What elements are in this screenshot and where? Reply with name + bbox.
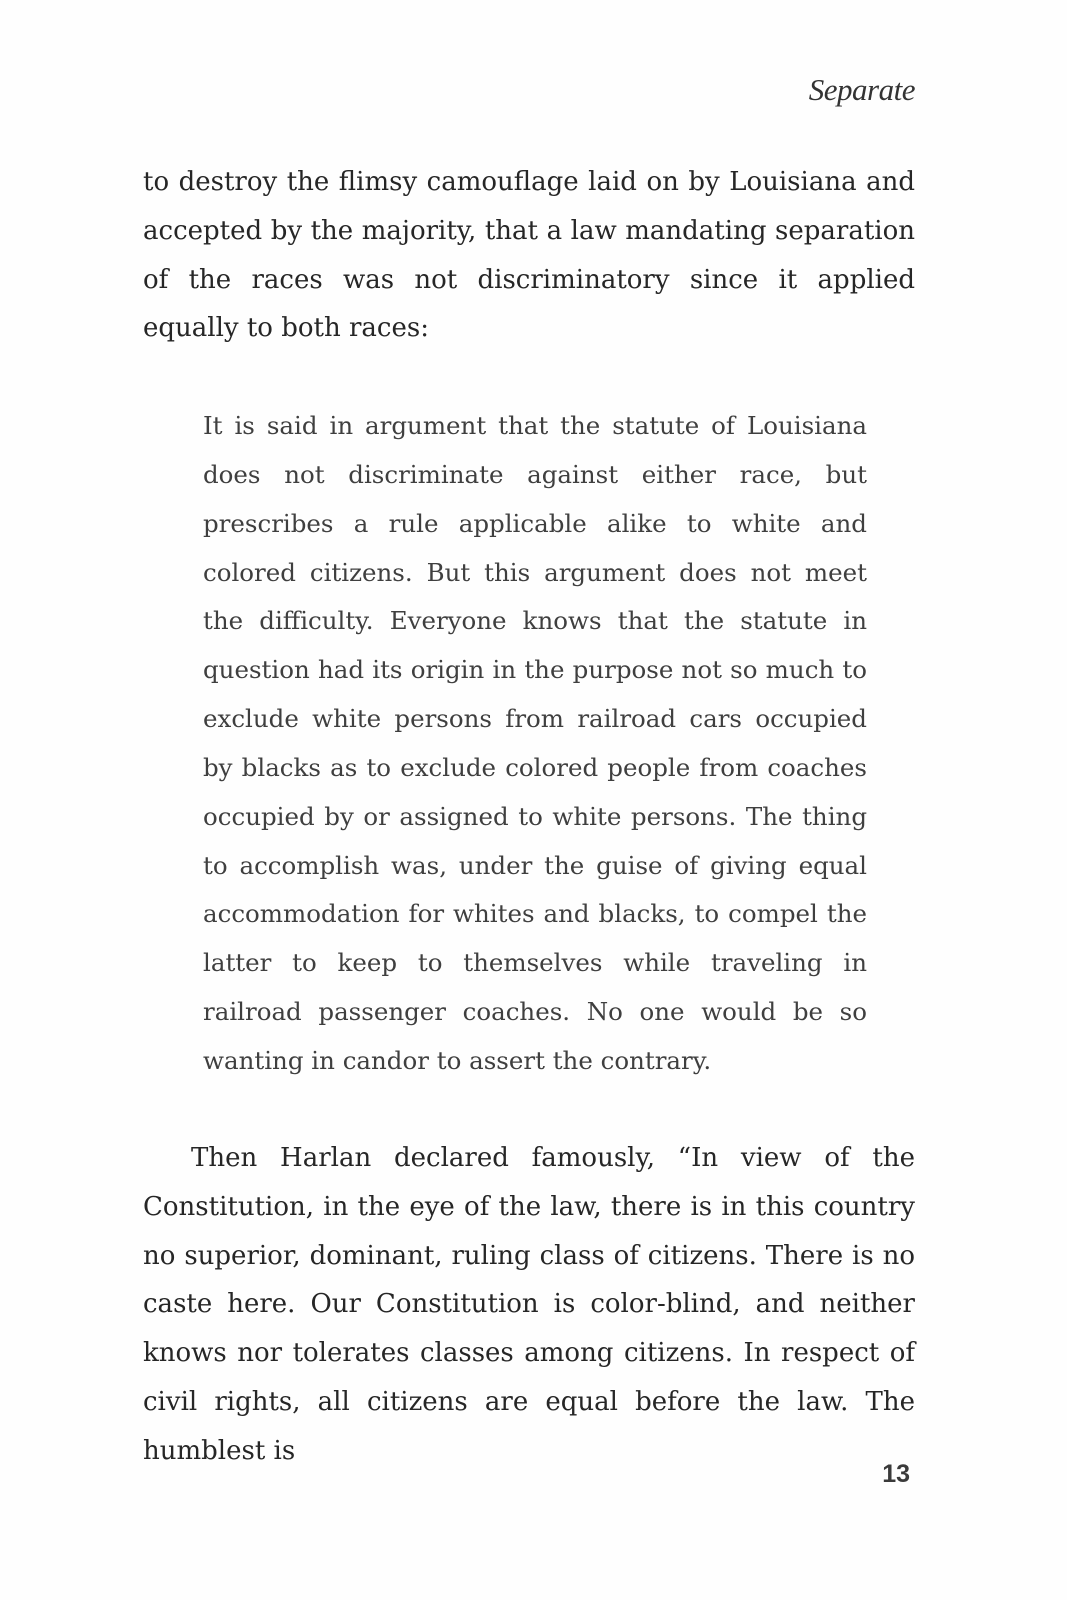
page-number: 13 bbox=[882, 1460, 910, 1488]
block-quote: It is said in argument that the statute of Louisiana does not discriminate against either race, but prescribes a rule applicable alike to white and colored citizens. But this argument does not meet the difficulty. Everyone knows that the statute in question had its origin in the purpose not so much to exclude white persons from railroad cars occupied by blacks as to exclude colored people from coaches occupied by or assigned to white persons. The thing to accomplish was, under the guise of giving equal accommodation for whites and blacks, to compel the latter to keep to themselves while traveling in railroad passenger coaches. No one would be so wanting in candor to assert the contrary. bbox=[203, 411, 867, 1075]
harlan-paragraph: Then Harlan declared famously, “In view of the Constitution, in the eye of the law, there is in this country no superior, dominant, ruling class of citizens. There is no caste here. Our Constitution is color-blind, and neither knows nor tolerates classes among citizens. In respect of civil rights, all citizens are equal before the law. The humblest is bbox=[143, 1143, 915, 1466]
intro-paragraph: to destroy the flimsy camouflage laid on by Louisiana and accepted by the majority, that a law mandating separation of the races was not discriminatory since it applied equally to both races: bbox=[143, 167, 915, 344]
running-head: Separate bbox=[808, 72, 915, 107]
